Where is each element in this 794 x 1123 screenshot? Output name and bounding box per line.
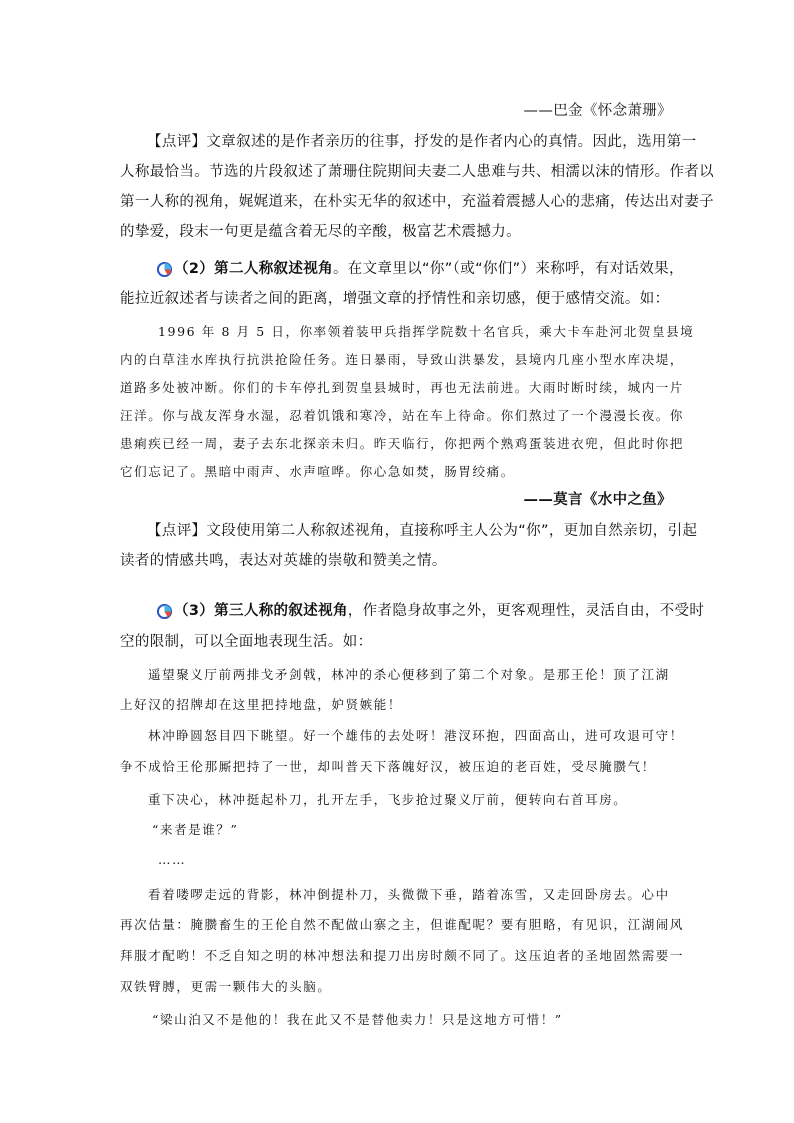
section3-line2: 空的限制，可以全面地表现生活。如：: [120, 634, 373, 650]
attribution-excerpt2: ——莫言《水中之鱼》: [523, 492, 672, 508]
excerpt3-line: 遥望聚义厅前两排戈矛剑戟，林冲的杀心便移到了第二个对象。是那王伦！顶了江湖: [148, 667, 670, 682]
comment1-line: 人称最恰当。节选的片段叙述了萧珊住院期间夫妻二人患难与共、相濡以沫的情形。作者以: [120, 164, 714, 180]
section2-heading: （2）第二人称叙述视角: [174, 261, 333, 277]
section2-line2: 能拉近叙述者与读者之间的距离，增强文章的抒情性和亲切感，便于感情交流。如：: [120, 291, 670, 307]
comment2-line: 【点评】文段使用第二人称叙述视角，直接称呼主人公为“你”，更加自然亲切，引起: [147, 523, 698, 539]
comment1-line: 的挚爱，段末一句更是蕴含着无尽的辛酸，极富艺术震撼力。: [120, 224, 521, 240]
excerpt2-line: 患痢疾已经一周，妻子去东北探亲未归。昨天临行，你把两个熟鸡蛋装进衣兜，但此时你把: [120, 436, 685, 451]
section3-line1: [174, 601, 704, 621]
excerpt3-line: 拜服才配哟！不乏自知之明的林冲想法和提刀出房时颇不同了。这压迫者的圣地固然需要一: [120, 948, 685, 963]
comment1-line: 【点评】文章叙述的是作者亲历的往事，抒发的是作者内心的真情。因此，选用第一: [147, 134, 697, 150]
excerpt2-line: 1996 年 8 月 5 日，你率领着装甲兵指挥学院数十名官兵，乘大卡车赴河北贺皇县境: [158, 324, 695, 339]
excerpt3-line: 林冲睁圆怒目四下眺望。好一个雄伟的去处呀！港汊环抱，四面高山，进可攻退可守！: [148, 728, 684, 743]
excerpt3-line: “梁山泊又不是他的！我在此又不是替他卖力！只是这地方可惜！”: [152, 1012, 563, 1027]
excerpt2-line: 它们忘记了。黑暗中雨声、水声喧哗。你心急如焚，肠胃绞痛。: [120, 464, 515, 479]
excerpt3-line: 争不成恰王伦那厮把持了一世，却叫普天下落魄好汉，被压迫的老百姓，受尽腌臜气！: [120, 759, 656, 774]
excerpt3-line: ……: [158, 852, 187, 867]
excerpt2-line: 汪洋。你与战友浑身水湿，忍着饥饿和寒冷，站在车上待命。你们熬过了一个漫漫长夜。你: [120, 408, 685, 423]
section3-line1-text: ，作者隐身故事之外，更客观理性，灵活自由，不受时: [347, 603, 705, 619]
excerpt3-line: 上好汉的招牌却在这里把持地盘，妒贤嫉能！: [120, 697, 403, 712]
excerpt3-line: 双铁臂膊，更需一颗伟大的头脑。: [120, 979, 332, 994]
section2-line1-text: 。在文章里以“你”（或“你们”）来称呼，有对话效果，: [332, 261, 684, 277]
comment1-line: 第一人称的视角，娓娓道来，在朴实无华的叙述中，充溢着震撼人心的悲痛，传达出对妻子: [120, 194, 714, 210]
section3-heading: （3）第三人称的叙述视角: [174, 603, 348, 619]
excerpt3-line: 再次估量：腌臜畜生的王伦自然不配做山寨之主，但谁配呢？要有胆略，有见识，江湖闹风: [120, 917, 685, 932]
excerpt3-line: “来者是谁？”: [152, 822, 239, 837]
excerpt2-line: 道路多处被冲断。你们的卡车停扎到贺皇县城时，再也无法前进。大雨时断时续，城内一片: [120, 380, 685, 395]
attribution-top: ——巴金《怀念萧珊》: [523, 103, 672, 119]
excerpt3-line: 重下决心，林冲挺起朴刀，扎开左手，飞步抢过聚义厅前，便转向右首耳房。: [148, 792, 628, 807]
pie-chart-icon: [157, 262, 172, 277]
excerpt2-line: 内的白草洼水库执行抗洪抢险任务。连日暴雨，导致山洪暴发，县境内几座小型水库决堤，: [120, 352, 685, 367]
excerpt3-line: 看着喽啰走远的背影，林冲倒提朴刀，头微微下垂，踏着冻雪，又走回卧房去。心中: [148, 887, 670, 902]
comment2-line: 读者的情感共鸣，表达对英雄的崇敬和赞美之情。: [120, 553, 447, 569]
section2-line1: [174, 259, 684, 279]
pie-chart-icon: [157, 604, 172, 619]
